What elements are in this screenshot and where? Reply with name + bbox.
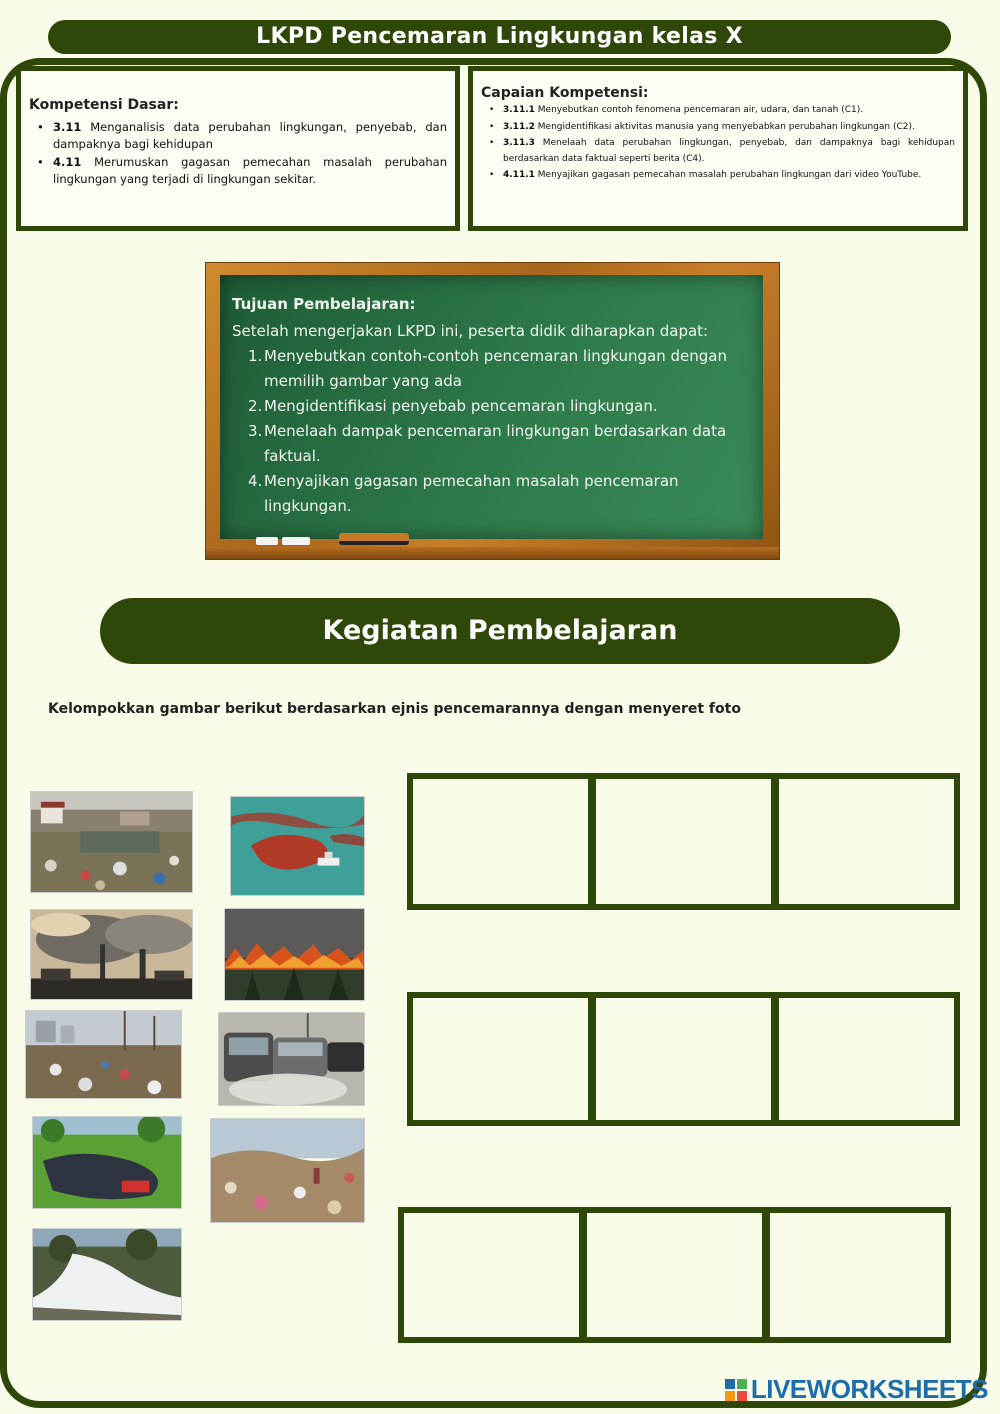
kd-item: • 3.11 Menganalisis data perubahan lingkungan, penyebab, dan dampaknya bagi kehidupan	[53, 119, 447, 153]
ck-item: • 3.11.2 Mengidentifikasi aktivitas manusia yang menyebabkan perubahan lingkungan (C2).	[503, 120, 955, 136]
polluted-pond-photo[interactable]	[32, 1116, 182, 1209]
car-exhaust-photo[interactable]	[218, 1012, 365, 1106]
liveworksheets-icon	[725, 1379, 747, 1401]
capaian-kompetensi-title: Capaian Kompetensi:	[481, 85, 649, 101]
capaian-kompetensi-box	[468, 66, 968, 231]
tujuan-item: 2. Mengidentifikasi penyebab pencemaran lingkungan.	[248, 397, 658, 415]
landfill-photo[interactable]	[210, 1118, 365, 1223]
drop-cell[interactable]	[779, 779, 954, 904]
logo-text: LIVEWORKSHEETS	[750, 1374, 988, 1404]
tujuan-item: 1. Menyebutkan contoh-contoh pencemaran lingkungan dengan memilih gambar yang ada	[248, 347, 727, 390]
tujuan-intro: Setelah mengerjakan LKPD ini, peserta didik diharapkan dapat:	[232, 322, 709, 340]
drop-cell[interactable]	[596, 998, 779, 1120]
tujuan-item: 3. Menelaah dampak pencemaran lingkungan berdasarkan data faktual.	[248, 422, 727, 465]
chalkboard-ledge	[206, 547, 779, 559]
drop-cell[interactable]	[779, 998, 954, 1120]
liveworksheets-logo	[725, 1374, 988, 1405]
chalkboard-surface	[220, 275, 763, 539]
drop-cell[interactable]	[587, 1213, 770, 1337]
instruction-text: Kelompokkan gambar berikut berdasarkan ejnis pencemarannya dengan menyeret foto	[48, 701, 741, 717]
kd-item: • 4.11 Merumuskan gagasan pemecahan masalah perubahan lingkungan yang terjadi di lingkungan sekitar.	[53, 154, 447, 188]
kegiatan-title: Kegiatan Pembelajaran	[100, 598, 900, 664]
kompetensi-dasar-title: Kompetensi Dasar:	[29, 97, 179, 113]
drop-zone-group-3	[398, 1207, 951, 1343]
factory-smoke-photo[interactable]	[30, 909, 193, 1000]
polluted-river-trash-photo[interactable]	[30, 791, 193, 893]
drop-cell[interactable]	[404, 1213, 587, 1337]
drop-zone-group-1	[407, 773, 960, 910]
drop-cell[interactable]	[413, 998, 596, 1120]
tujuan-list	[232, 344, 753, 519]
foam-river-photo[interactable]	[32, 1228, 182, 1321]
ck-item: • 4.11.1 Menyajikan gagasan pemecahan masalah perubahan lingkungan dari video YouTube.	[503, 168, 955, 184]
drop-cell[interactable]	[770, 1213, 945, 1337]
tujuan-heading: Tujuan Pembelajaran:	[232, 295, 416, 313]
garbage-field-photo[interactable]	[25, 1010, 182, 1099]
worksheet-title: LKPD Pencemaran Lingkungan kelas X	[48, 20, 951, 54]
drop-zone-group-2	[407, 992, 960, 1126]
eraser-icon	[339, 533, 409, 545]
ck-item: • 3.11.1 Menyebutkan contoh fenomena pencemaran air, udara, dan tanah (C1).	[503, 103, 955, 119]
drop-cell[interactable]	[596, 779, 779, 904]
tujuan-item: 4. Menyajikan gagasan pemecahan masalah pencemaran lingkungan.	[248, 472, 679, 515]
forest-fire-photo[interactable]	[224, 908, 365, 1001]
chalk-icon	[256, 537, 278, 545]
chalk-icon	[282, 537, 310, 545]
ck-item: • 3.11.3 Menelaah data perubahan lingkungan, penyebab, dan dampaknya bagi kehidupan berdasarkan data faktual seperti berita (C4).	[503, 136, 955, 167]
kompetensi-dasar-box	[16, 66, 460, 231]
chalkboard	[205, 262, 780, 560]
drop-cell[interactable]	[413, 779, 596, 904]
oil-spill-sea-photo[interactable]	[230, 796, 365, 896]
